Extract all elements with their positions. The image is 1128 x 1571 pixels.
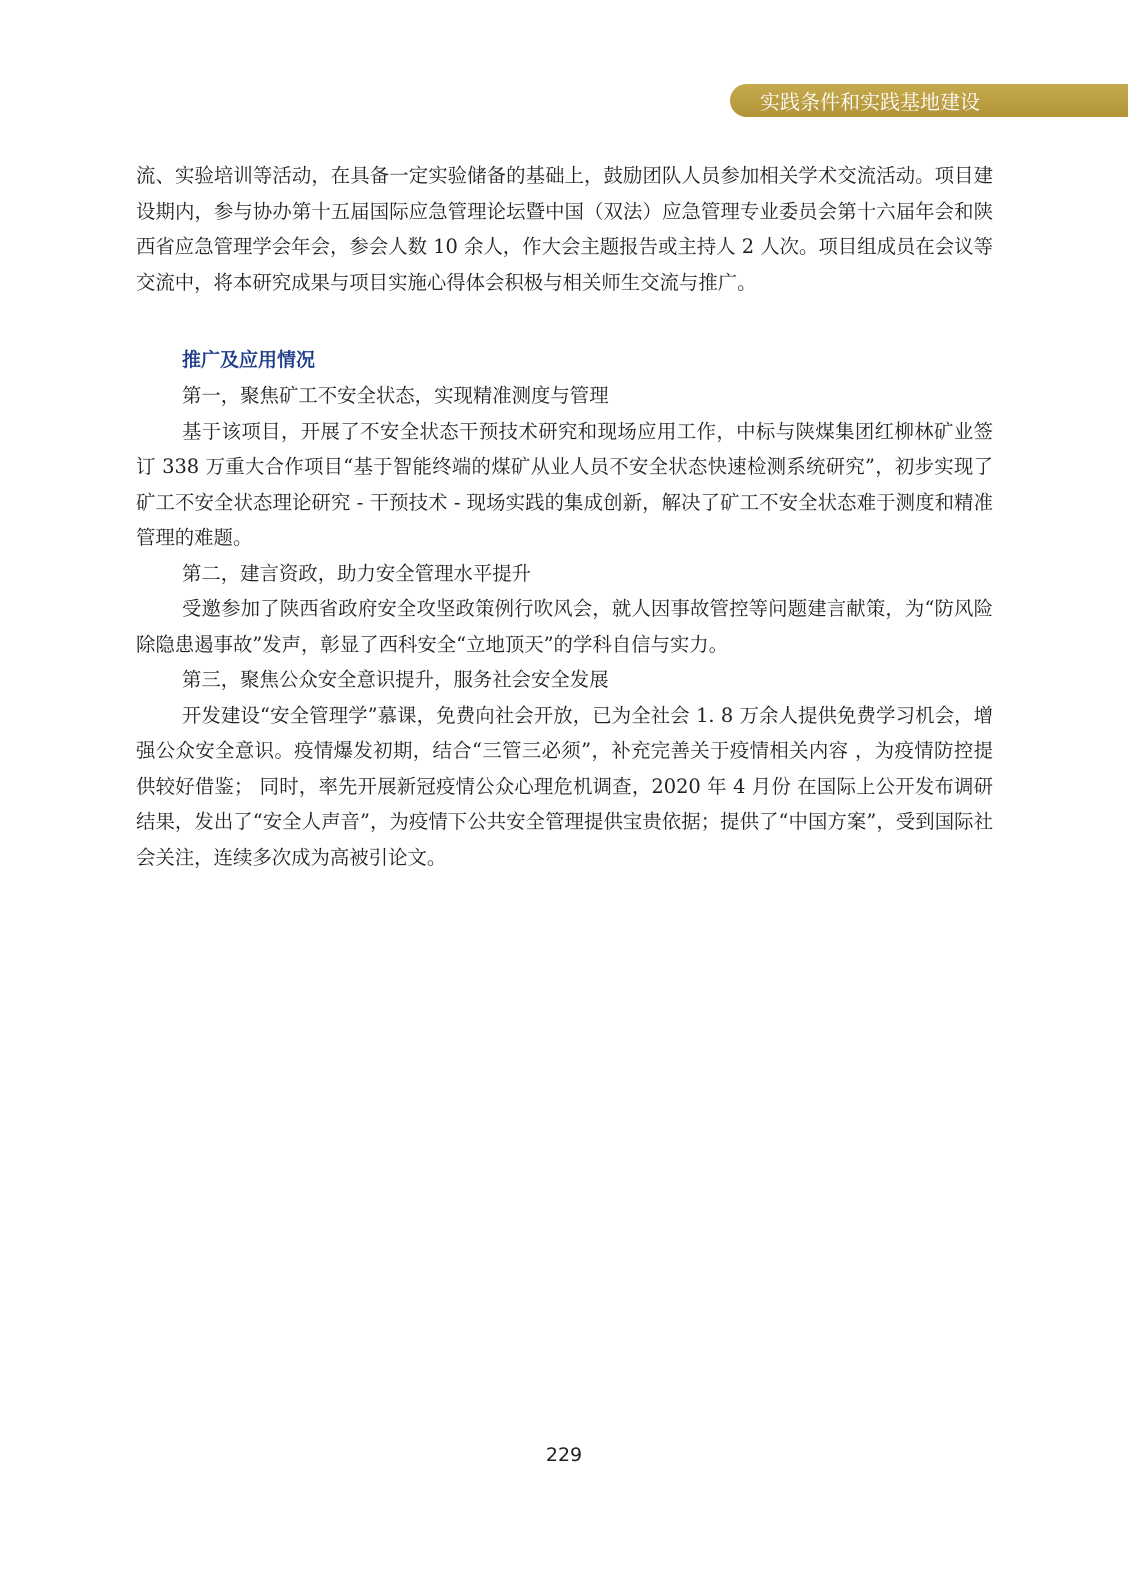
item-1-text: 基于该项目，开展了不安全状态干预技术研究和现场应用工作，中标与陕煤集团红柳林矿业签订 338 万重大合作项目“基于智能终端的煤矿从业人员不安全状态快速检测系统研究”，初步实现了矿工不安全状态理论研究 - 干预技术 - 现场实践的集成创新，解决了矿工不安全状态难于测度和精准管理的难题。 [136,419,993,549]
item-3-title: 第三，聚焦公众安全意识提升，服务社会安全发展 [182,668,609,691]
item-2-title: 第二，建言资政，助力安全管理水平提升 [182,561,532,585]
item-3-text: 开发建设“安全管理学”慕课，免费向社会开放，已为全社会 1. 8 万余人提供免费学习机会，增强公众安全意识。疫情爆发初期，结合“三管三必须”，补充完善关于疫情相关内容 ，为疫情防控提供较好借鉴； 同时，率先开展新冠疫情公众心理危机调查，2020 年 4 月份 在国际上公开发布调研结果，发出了“安全人声音”，为疫情下公共安全管理提供宝贵依据；提供了“中国方案”，受到国际社会关注，连续多次成为高被引论文。 [136,703,993,869]
item-1-title: 第一，聚焦矿工不安全状态，实现精准测度与管理 [182,384,609,407]
continued-paragraph: 流、实验培训等活动，在具备一定实验储备的基础上，鼓励团队人员参加相关学术交流活动。项目建设期内，参与协办第十五届国际应急管理论坛暨中国（双法）应急管理专业委员会第十六届年会和陕西省应急管理学会年会，参会人数 10 余人，作大会主题报告或主持人 2 人次。项目组成员在会议等交流中，将本研究成果与项目实施心得体会积极与相关师生交流与推广。 [136,164,993,294]
section-header-title: 实践条件和实践基地建设 [760,90,980,114]
section-header-band [730,84,1128,117]
page-body [136,158,993,875]
section-heading: 推广及应用情况 [182,349,316,371]
item-2-text: 受邀参加了陕西省政府安全攻坚政策例行吹风会，就人因事故管控等问题建言献策，为“防风险除隐患遏事故”发声，彰显了西科安全“立地顶天”的学科自信与实力。 [136,597,993,656]
page-number: 229 [545,1444,583,1466]
